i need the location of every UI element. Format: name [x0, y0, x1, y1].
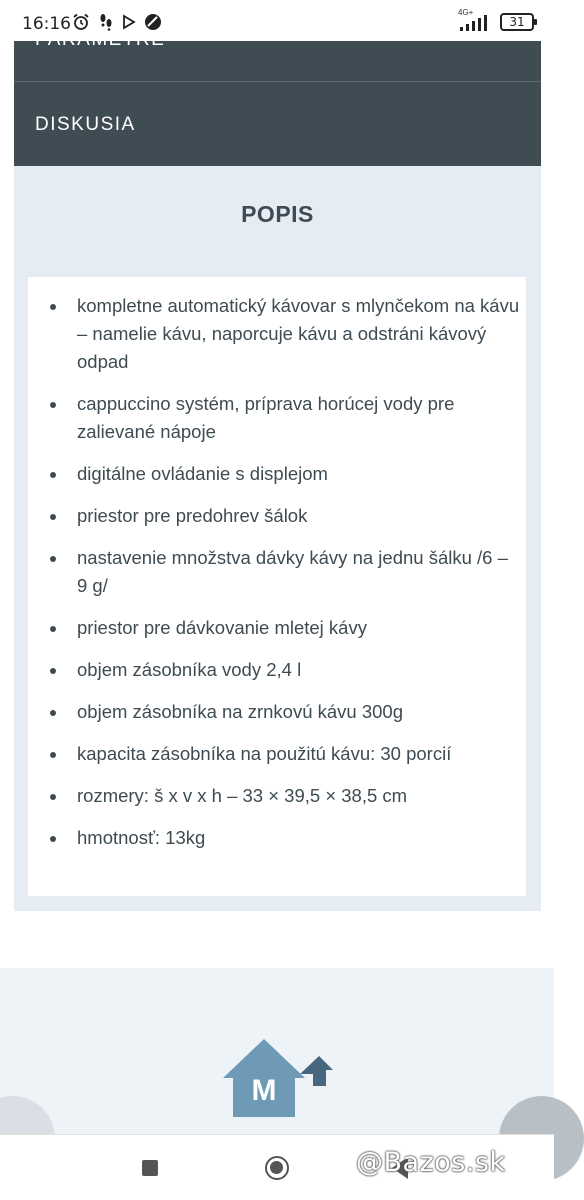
- list-item: [50, 740, 520, 768]
- footer-area: [0, 968, 554, 1138]
- list-item: [50, 292, 520, 376]
- list-item-text: priestor pre predohrev šálok: [77, 505, 308, 526]
- bullet-icon: [50, 794, 56, 800]
- popis-list: [50, 292, 520, 866]
- battery-icon: 31: [500, 13, 534, 31]
- list-item: [50, 656, 520, 684]
- bullet-icon: [50, 556, 56, 562]
- bullet-icon: [50, 836, 56, 842]
- bullet-icon: [50, 710, 56, 716]
- popis-section: [14, 166, 541, 911]
- parametre-row[interactable]: [14, 29, 541, 81]
- home-button[interactable]: [265, 1156, 289, 1180]
- list-item-text: priestor pre dávkovanie mletej kávy: [77, 617, 367, 638]
- list-item: [50, 502, 520, 530]
- recent-apps-button[interactable]: [142, 1160, 158, 1176]
- popis-title: POPIS: [241, 201, 314, 227]
- list-item-text: cappuccino systém, príprava horúcej vody pre zalievané nápoje: [77, 393, 455, 442]
- list-item-text: digitálne ovládanie s displejom: [77, 463, 328, 484]
- list-item-text: objem zásobníka vody 2,4 l: [77, 659, 302, 680]
- list-item: [50, 390, 520, 446]
- list-item-text: rozmery: š x v x h – 33 × 39,5 × 38,5 cm: [77, 785, 408, 806]
- nav-panel: [14, 29, 541, 166]
- bullet-icon: [50, 514, 56, 520]
- nav-divider: [14, 81, 541, 82]
- list-item: [50, 782, 520, 810]
- list-item-text: kompletne automatický kávovar s mlynčekom na kávu – namelie kávu, naporcuje kávu a odstráni kávový odpad: [77, 295, 520, 372]
- bullet-icon: [50, 402, 56, 408]
- list-item: [50, 614, 520, 642]
- bullet-icon: [50, 472, 56, 478]
- bullet-icon: [50, 668, 56, 674]
- list-item-text: hmotnosť: 13kg: [77, 827, 206, 848]
- list-item-text: nastavenie množstva dávky kávy na jednu šálku /6 – 9 g/: [77, 547, 508, 596]
- list-item: [50, 460, 520, 488]
- list-item-text: kapacita zásobníka na použitú kávu: 30 porcií: [77, 743, 452, 764]
- signal-icon: [458, 8, 492, 32]
- system-nav-bar: [0, 1134, 554, 1200]
- popis-card: [28, 277, 526, 896]
- list-item: [50, 544, 520, 600]
- bullet-icon: [50, 752, 56, 758]
- list-item: [50, 698, 520, 726]
- bullet-icon: [50, 304, 56, 310]
- nav-item-parametre[interactable]: PARAMETRE: [35, 29, 166, 50]
- status-system-icons: [458, 8, 534, 32]
- logo-letter: M: [251, 1074, 277, 1107]
- nav-item-diskusia[interactable]: DISKUSIA: [35, 114, 136, 135]
- status-time: 16:16: [22, 14, 71, 34]
- list-item: [50, 824, 520, 852]
- logo-icon[interactable]: [221, 1034, 336, 1119]
- network-type: 4G+: [458, 8, 474, 17]
- play-store-icon: [122, 14, 136, 30]
- watermark: @Bazos.sk: [356, 1147, 506, 1178]
- list-item-text: objem zásobníka na zrnkovú kávu 300g: [77, 701, 404, 722]
- bullet-icon: [50, 626, 56, 632]
